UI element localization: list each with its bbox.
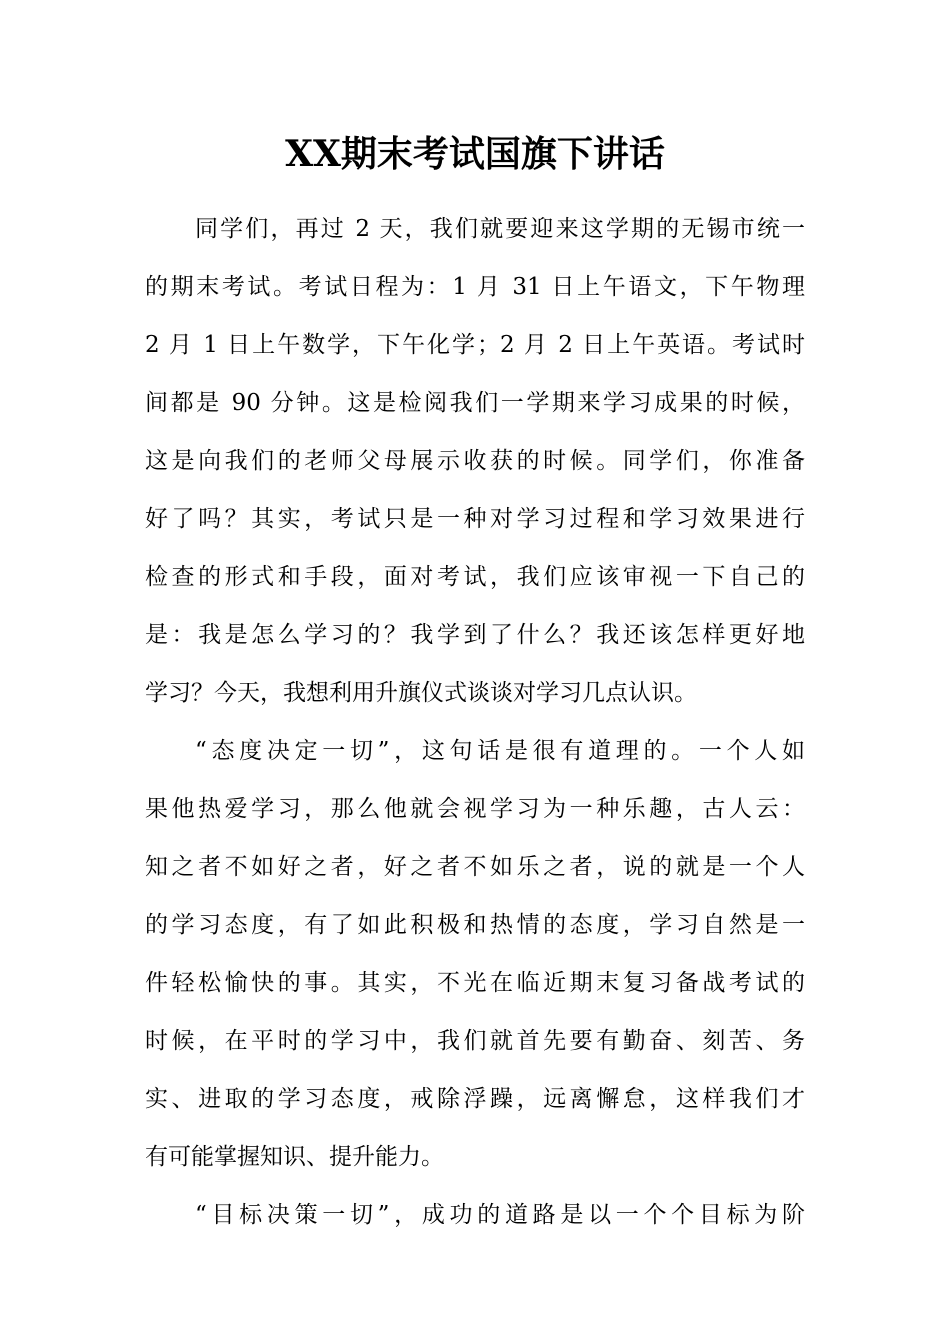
paragraph-2-line-1: “态度决定一切”，这句话是很有道理的。一个人如 <box>195 738 805 764</box>
paragraph-1-line-9: 学习？今天，我想利用升旗仪式谈谈对学习几点认识。 <box>145 680 697 706</box>
paragraph-1-line-1: 同学们，再过 2 天，我们就要迎来这学期的无锡市统一 <box>195 216 805 242</box>
paragraph-1-line-8: 是：我是怎么学习的？我学到了什么？我还该怎样更好地 <box>145 622 805 648</box>
paragraph-2-line-8: 有可能掌握知识、提升能力。 <box>145 1144 444 1170</box>
paragraph-1-line-4: 间都是 90 分钟。这是检阅我们一学期来学习成果的时候， <box>145 390 805 416</box>
paragraph-2-line-2: 果他热爱学习，那么他就会视学习为一种乐趣，古人云： <box>145 796 805 822</box>
paragraph-1-line-2: 的期末考试。考试日程为：1 月 31 日上午语文，下午物理 <box>145 274 805 300</box>
paragraph-2-line-4: 的学习态度，有了如此积极和热情的态度，学习自然是一 <box>145 912 805 938</box>
paragraph-1-line-6: 好了吗？其实，考试只是一种对学习过程和学习效果进行 <box>145 506 805 532</box>
paragraph-2-line-6: 时候，在平时的学习中，我们就首先要有勤奋、刻苦、务 <box>145 1028 805 1054</box>
paragraph-3-line-1: “目标决策一切”，成功的道路是以一个个目标为阶 <box>195 1202 805 1228</box>
paragraph-1-line-3: 2 月 1 日上午数学，下午化学；2 月 2 日上午英语。考试时 <box>145 332 805 358</box>
document-title: XX期末考试国旗下讲话 <box>285 133 665 175</box>
paragraph-2-line-3: 知之者不如好之者，好之者不如乐之者，说的就是一个人 <box>145 854 805 880</box>
paragraph-1-line-7: 检查的形式和手段，面对考试，我们应该审视一下自己的 <box>145 564 805 590</box>
paragraph-1-line-5: 这是向我们的老师父母展示收获的时候。同学们，你准备 <box>145 448 805 474</box>
paragraph-2-line-7: 实、进取的学习态度，戒除浮躁，远离懈怠，这样我们才 <box>145 1086 805 1112</box>
paragraph-2-line-5: 件轻松愉快的事。其实，不光在临近期末复习备战考试的 <box>145 970 805 996</box>
document-body <box>145 200 805 1244</box>
